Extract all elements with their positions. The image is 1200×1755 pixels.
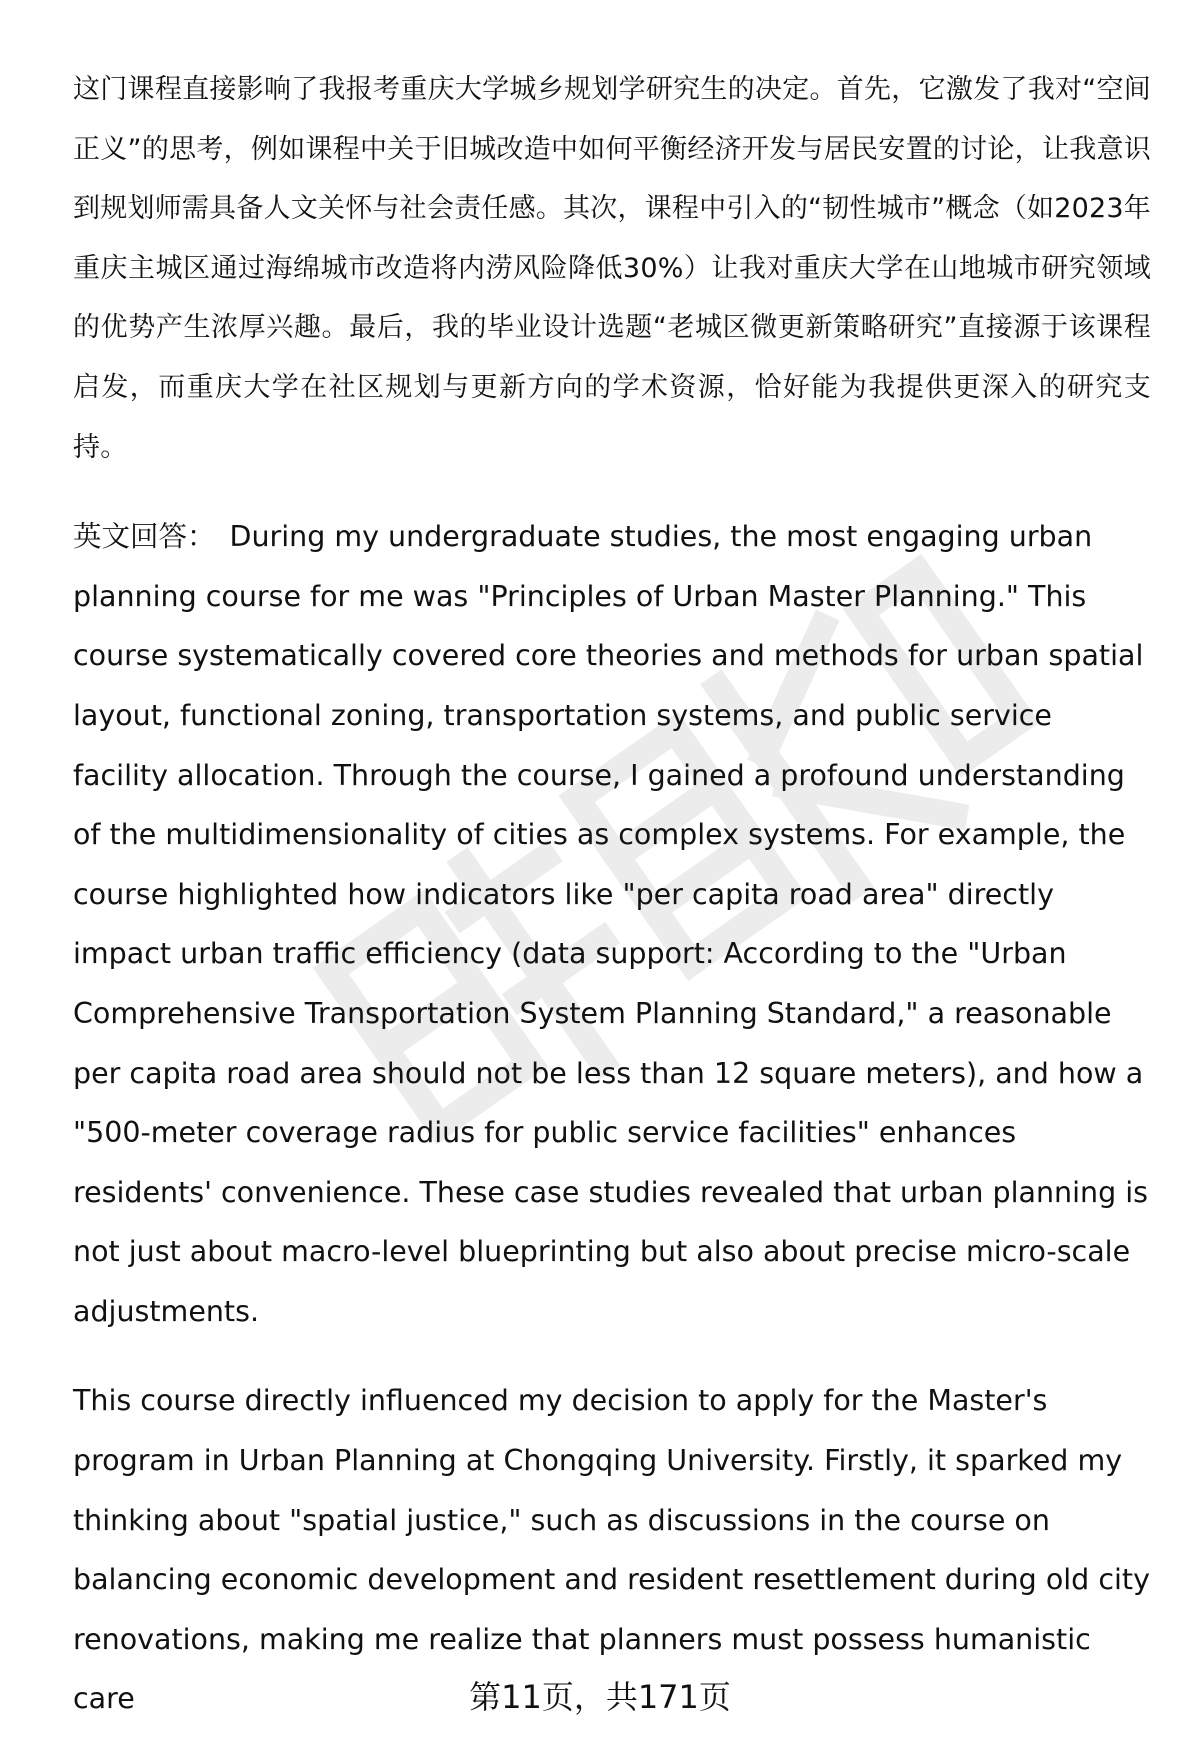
paragraph-en-conclusion: This course directly influenced my decision to apply for the Master's program in Urban Planning at Chongqing University. Firstly, it sparked my thinking about "spatial justice," such as discussions in the course on balancing economic development and resident resettlement during old city renovations, making me realize that planners must possess humanistic care — [73, 1384, 1150, 1716]
en-answer-label: 英文回答： — [73, 520, 216, 554]
paragraph-zh-conclusion: 这门课程直接影响了我报考重庆大学城乡规划学研究生的决定。首先，它激发了我对“空间正义”的思考，例如课程中关于旧城改造中如何平衡经济开发与居民安置的讨论，让我意识到规划师需具备人文关怀与社会责任感。其次，课程中引入的“韧性城市”概念（如2023年重庆主城区通过海绵城市改造将内涝风险降低30%）让我对重庆大学在山地城市研究领域的优势产生浓厚兴趣。最后，我的毕业设计选题“老城区微更新策略研究”直接源于该课程启发，而重庆大学在社区规划与更新方向的学术资源，恰好能为我提供更深入的研究支持。 — [73, 74, 1151, 463]
paragraph-en-answer — [73, 507, 1151, 1341]
en-answer-text: During my undergraduate studies, the most engaging urban planning course for me was "Principles of Urban Master Planning." This course systematically covered core theories and methods for urban spatial layout, functional zoning, transportation systems, and public service facility allocation. Through the course, I gained a profound understanding of the multidimensionality of cities as complex systems. For example, the course highlighted how indicators like "per capita road area" directly impact urban traffic efficiency (data support: According to the "Urban Comprehensive Transportation System Planning Standard," a reasonable per capita road area should not be less than 12 square meters), and how a "500-meter coverage radius for public service facilities" enhances residents' convenience. These case studies revealed that urban planning is not just about macro-level blueprinting but also about precise micro-scale adjustments. — [73, 520, 1149, 1328]
document-body — [73, 60, 1151, 1729]
page-number: 第11页，共171页 — [469, 1678, 731, 1716]
